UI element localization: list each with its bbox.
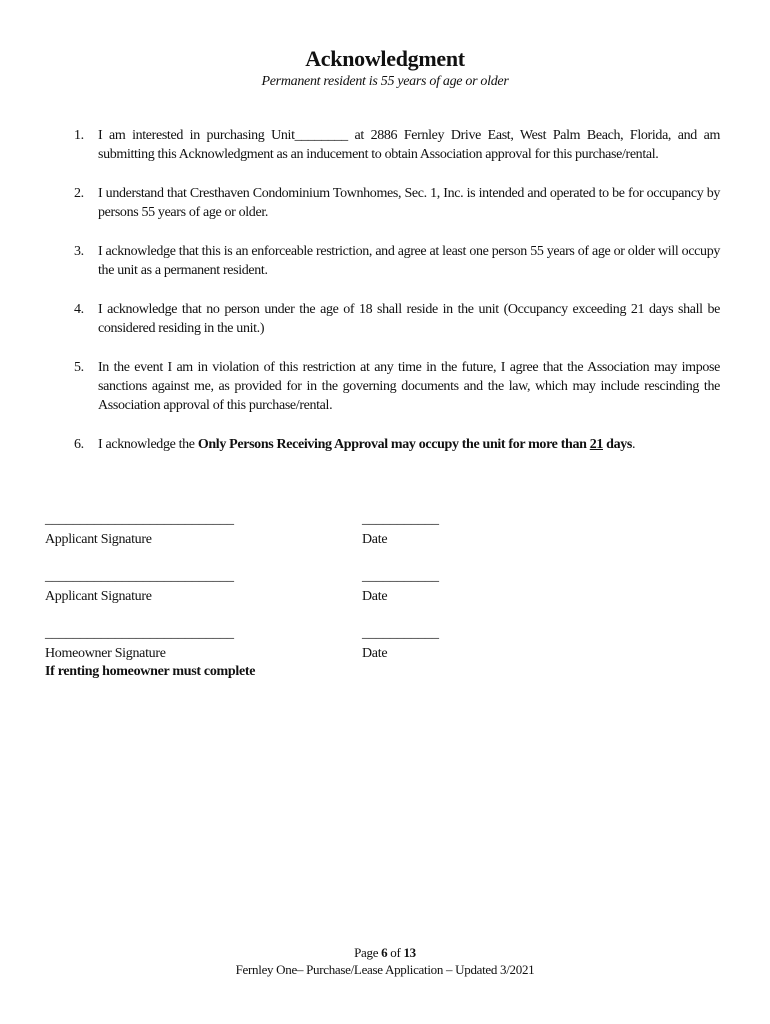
renting-note: If renting homeowner must complete <box>45 664 256 679</box>
item-text-bold: Only Persons Receiving Approval may occupy the unit for more than <box>197 437 590 452</box>
homeowner-signature-line[interactable]: ___________________________ <box>45 626 234 641</box>
list-item <box>74 242 720 280</box>
item-number: 5. <box>74 360 84 375</box>
applicant-signature-line-2[interactable]: ___________________________ <box>45 569 234 584</box>
footer-document-info: Fernley One– Purchase/Lease Application – Updated 3/2021 <box>235 962 535 977</box>
date-line-3[interactable]: ___________ <box>362 626 439 641</box>
applicant-signature-label-1: Applicant Signature <box>45 532 152 547</box>
applicant-signature-line-1[interactable]: ___________________________ <box>45 512 234 527</box>
item-number: 6. <box>74 437 84 452</box>
item-number: 3. <box>74 244 84 259</box>
total-pages: 13 <box>403 945 416 960</box>
date-line-2[interactable]: ___________ <box>362 569 439 584</box>
page-number: Page 6 of 13 <box>354 945 416 960</box>
list-item <box>74 126 720 164</box>
date-label-3: Date <box>362 646 388 661</box>
page-title: Acknowledgment <box>305 46 465 71</box>
date-line-1[interactable]: ___________ <box>362 512 439 527</box>
date-label-2: Date <box>362 589 388 604</box>
item-text-bold-end: days <box>603 437 632 452</box>
item-number: 1. <box>74 128 84 143</box>
current-page: 6 <box>381 945 388 960</box>
acknowledgment-list <box>74 126 720 474</box>
item-number: 4. <box>74 302 84 317</box>
page-subtitle: Permanent resident is 55 years of age or older <box>261 74 509 89</box>
list-item <box>74 184 720 222</box>
list-item-approval <box>74 435 720 454</box>
homeowner-signature-label: Homeowner Signature <box>45 646 166 661</box>
item-text: I acknowledge that no person under the age of 18 shall reside in the unit (Occupancy exceeding 21 days shall be considered residing in the unit.) <box>98 302 720 336</box>
item-days-number: 21 <box>589 437 603 452</box>
list-item <box>74 300 720 338</box>
item-text-suffix: . <box>632 437 636 452</box>
applicant-signature-label-2: Applicant Signature <box>45 589 152 604</box>
item-number: 2. <box>74 186 84 201</box>
item-text: In the event I am in violation of this restriction at any time in the future, I agree that the Association may impose sanctions against me, as provided for in the governing documents and the law, which may include rescinding the Association approval of this purchase/rental. <box>98 360 720 413</box>
item-text: I am interested in purchasing Unit________ at 2886 Fernley Drive East, West Palm Beach, Florida, and am submitting this Acknowledgment as an inducement to obtain Association approval for this purchase/rental. <box>98 128 720 162</box>
list-item <box>74 358 720 415</box>
item-text-prefix: I acknowledge the <box>98 437 198 452</box>
item-text: I understand that Cresthaven Condominium Townhomes, Sec. 1, Inc. is intended and operated to be for occupancy by persons 55 years of age or older. <box>98 186 720 220</box>
date-label-1: Date <box>362 532 388 547</box>
item-text: I acknowledge that this is an enforceable restriction, and agree at least one person 55 years of age or older will occupy the unit as a permanent resident. <box>98 244 720 278</box>
